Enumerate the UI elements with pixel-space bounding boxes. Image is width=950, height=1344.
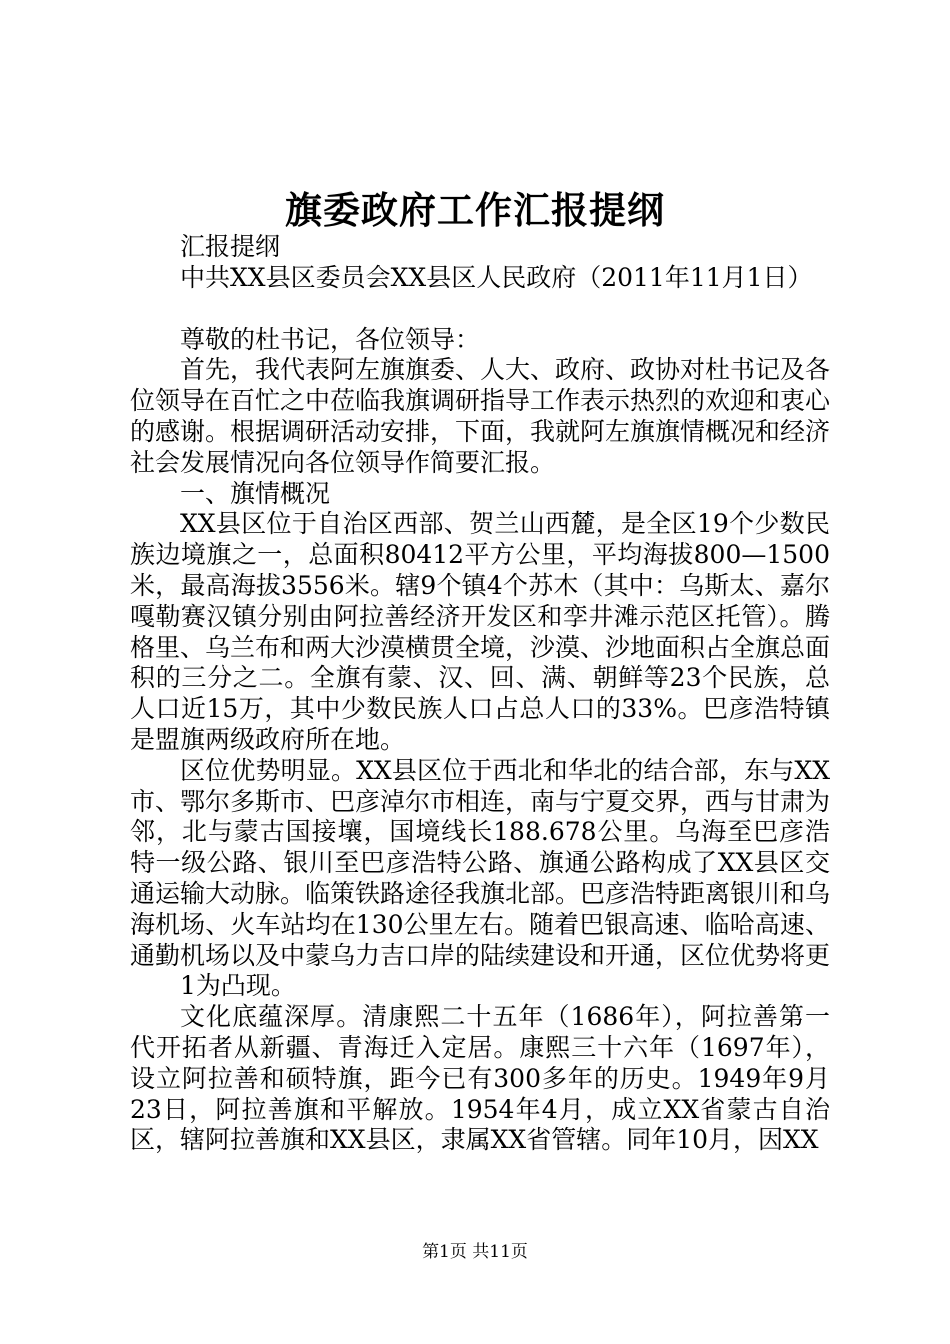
page-footer: 第1页 共11页 [422,1242,528,1262]
paragraph-subtitle: 汇报提纲 [180,232,281,261]
paragraph-location: 区位优势明显。XX县区位于西北和华北的结合部，东与XX市、鄂尔多斯市、巴彦淖尔市相连，南与宁夏交界，西与甘肃为邻，北与蒙古国接壤，国境线长188.678公里。乌海至巴彦浩特一级公路、银川至巴彦浩特公路、旗通公路构成了XX县区交通运输大动脉。临策铁路途径我旗北部。巴彦浩特距离银川和乌海机场、火车站均在130公里左右。随着巴银高速、临哈高速、通勤机场以及中蒙乌力吉口岸的陆续建设和开通，区位优势将更 [130,755,831,970]
paragraph-culture: 文化底蕴深厚。清康熙二十五年（1686年），阿拉善第一代开拓者从新疆、青海迁入定居。康熙三十六年（1697年），设立阿拉善和硕特旗，距今已有300多年的历史。1949年9月23日，阿拉善旗和平解放。1954年4月，成立XX省蒙古自治区，辖阿拉善旗和XX县区，隶属XX省管辖。同年10月，因XX [130,1002,830,1155]
paragraph-salutation: 尊敬的杜书记，各位领导： [180,324,481,354]
paragraph-intro: 首先，我代表阿左旗旗委、人大、政府、政协对杜书记及各位领导在百忙之中莅临我旗调研指导工作表示热烈的欢迎和衷心的感谢。根据调研活动安排，下面，我就阿左旗旗情概况和经济社会发展情况向各位领导作简要汇报。 [130,355,831,477]
paragraph-overview: XX县区位于自治区西部、贺兰山西麓，是全区19个少数民族边境旗之一，总面积80412平方公里，平均海拔800—1500米，最高海拔3556米。辖9个镇4个苏木（其中：乌斯太、嘉尔嘎勒赛汉镇分别由阿拉善经济开发区和孪井滩示范区托管）。腾格里、乌兰布和两大沙漠横贯全境，沙漠、沙地面积占全旗总面积的三分之二。全旗有蒙、汉、回、满、朝鲜等23个民族，总人口近15万，其中少数民族人口占总人口的33%。巴彦浩特镇是盟旗两级政府所在地。 [130,509,831,754]
document-title: 旗委政府工作汇报提纲 [285,188,665,232]
paragraph-issuer: 中共XX县区委员会XX县区人民政府（2011年11月1日） [180,262,813,292]
document-body [130,232,830,1156]
paragraph-continuation: 1为凸现。 [180,971,296,1001]
section-heading: 一、旗情概况 [180,478,331,508]
